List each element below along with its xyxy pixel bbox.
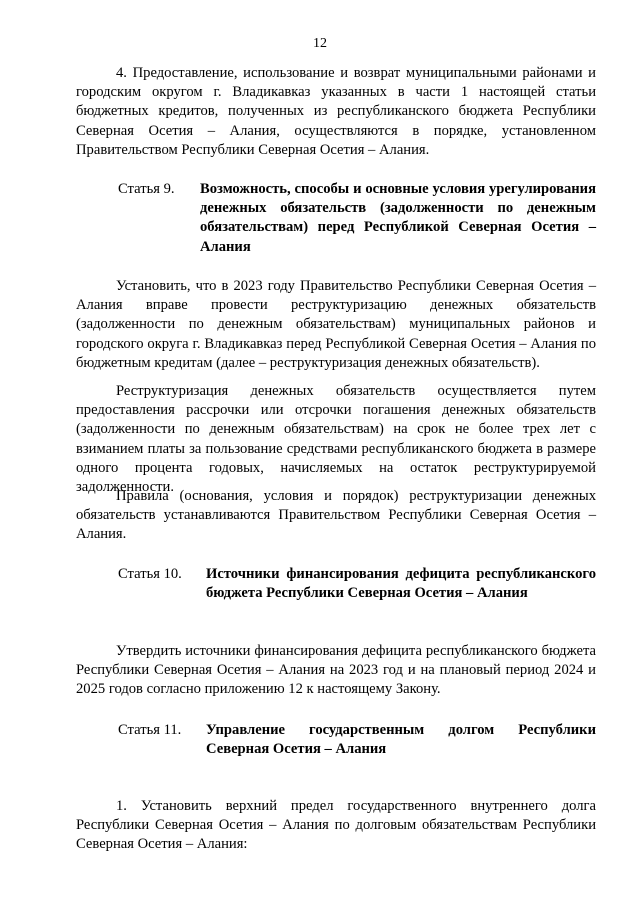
paragraph-article9-1: Установить, что в 2023 году Правительство Республики Северная Осетия – Алания вправе провести реструктуризацию денежных обязательств (задолженности по денежным обязательствам) муниципальных районов и городского округа г. Владикавказ перед Республикой Северная Осетия – Алания по бюджетным кредитам (далее – реструктуризация денежных обязательств). — [76, 278, 596, 371]
article-label: Статья 9. — [118, 181, 175, 197]
paragraph-article9-3: Правила (основания, условия и порядок) реструктуризации денежных обязательств устанавливаются Правительством Республики Северная Осетия – Алания. — [76, 488, 596, 543]
page-number: 12 — [313, 36, 327, 51]
article-title: Управление государственным долгом Республики Северная Осетия – Алания — [206, 722, 596, 758]
paragraph-article10: Утвердить источники финансирования дефицита республиканского бюджета Республики Северная Осетия – Алания на 2023 год и на плановый период 2024 и 2025 годов согласно приложению 12 к настоящему Закону. — [76, 643, 596, 698]
paragraph-article8-part4: 4. Предоставление, использование и возврат муниципальными районами и городским округом г. Владикавказ указанных в части 1 настоящей статьи бюджетных кредитов, полученных из республиканского бюджета Республики Северная Осетия – Алания, осуществляются в порядке, установленном Правительством Республики Северная Осетия – Алания. — [76, 65, 596, 158]
article-title: Источники финансирования дефицита республиканского бюджета Республики Северная Осетия – Алания — [206, 566, 596, 602]
paragraph-article11-part1: 1. Установить верхний предел государственного внутреннего долга Республики Северная Осетия – Алания по долговым обязательствам Республики Северная Осетия – Алания: — [76, 798, 596, 853]
article-label: Статья 11. — [118, 722, 182, 738]
paragraph-article9-2: Реструктуризация денежных обязательств осуществляется путем предоставления рассрочки или отсрочки погашения денежных обязательств (задолженности по денежным обязательствам) на срок не более трех лет с взиманием платы за пользование средствами республиканского бюджета в размере одного процента годовых, начисляемых на остаток реструктурируемой задолженности. — [76, 383, 596, 496]
article-label: Статья 10. — [118, 566, 182, 582]
article-title: Возможность, способы и основные условия урегулирования денежных обязательств (задолженности по денежным обязательствам) перед Республикой Северная Осетия – Алания — [200, 181, 596, 255]
